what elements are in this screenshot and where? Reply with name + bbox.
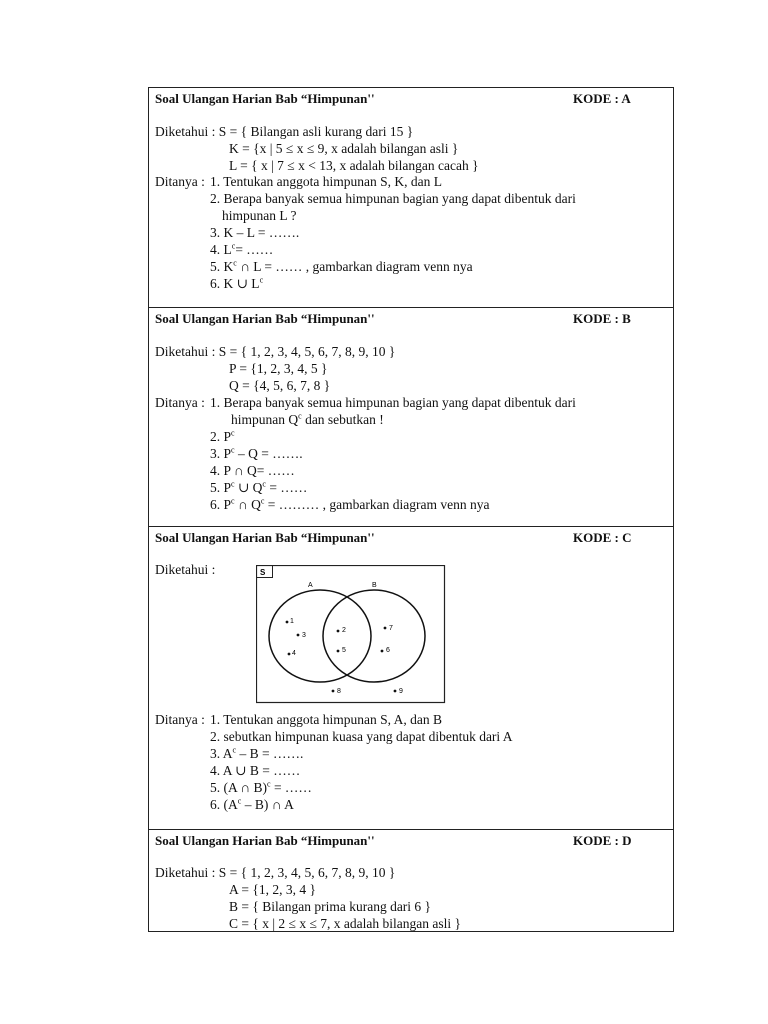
box-title: Soal Ulangan Harian Bab “Himpunan'' bbox=[155, 91, 375, 106]
element-1 bbox=[286, 618, 294, 625]
box-code: KODE : B bbox=[573, 311, 631, 326]
box-title: Soal Ulangan Harian Bab “Himpunan'' bbox=[155, 833, 375, 848]
svg-text:3: 3 bbox=[302, 632, 306, 639]
given-line: C = { x | 2 ≤ x ≤ 7, x adalah bilangan asli } bbox=[229, 916, 461, 931]
element-4 bbox=[288, 650, 296, 657]
asked-label: Ditanya : bbox=[155, 395, 205, 410]
element-5 bbox=[337, 647, 346, 654]
worksheet bbox=[148, 87, 674, 932]
question-item: 1. Tentukan anggota himpunan S, A, dan B bbox=[210, 712, 443, 727]
set-a-label: A bbox=[308, 582, 313, 589]
venn-diagram bbox=[256, 565, 446, 705]
set-b-label: B bbox=[372, 582, 377, 589]
svg-text:7: 7 bbox=[389, 625, 393, 632]
question-item: 5. $P^c$ ∪ $Q^c$ = …… bbox=[210, 479, 308, 495]
given-line: P = {1, 2, 3, 4, 5 } bbox=[229, 361, 328, 376]
set-a-circle bbox=[269, 590, 371, 682]
given-line: B = { Bilangan prima kurang dari 6 } bbox=[229, 899, 432, 914]
question-box-c bbox=[149, 527, 673, 830]
given-line: Diketahui : S = { Bilangan asli kurang dari 15 } bbox=[155, 124, 414, 139]
element-8 bbox=[332, 688, 341, 695]
set-b-circle bbox=[323, 590, 425, 682]
question-item: 5. $K^c$ ∩ L = …… , gambarkan diagram venn nya bbox=[210, 258, 473, 274]
box-code: KODE : C bbox=[573, 530, 632, 545]
question-item: 5. (A ∩ B)$^c$ = …… bbox=[210, 779, 312, 795]
element-6 bbox=[381, 647, 390, 654]
question-item: 6. K ∪ $L^c$ bbox=[210, 275, 264, 291]
question-item: 2. sebutkan himpunan kuasa yang dapat dibentuk dari A bbox=[210, 729, 513, 744]
question-box-d bbox=[149, 830, 673, 931]
question-item: 4. P ∩ Q= …… bbox=[210, 463, 295, 478]
svg-text:5: 5 bbox=[342, 647, 346, 654]
asked-label: Ditanya : bbox=[155, 174, 205, 189]
svg-text:9: 9 bbox=[399, 688, 403, 695]
question-item: 4. $L^c=$ …… bbox=[210, 241, 274, 257]
svg-text:1: 1 bbox=[290, 618, 294, 625]
given-line: Diketahui : S = { 1, 2, 3, 4, 5, 6, 7, 8, 9, 10 } bbox=[155, 865, 396, 880]
question-item: himpunan $Q^c$ dan sebutkan ! bbox=[231, 411, 384, 427]
question-box-b bbox=[149, 308, 673, 527]
element-3 bbox=[297, 632, 306, 639]
svg-text:6: 6 bbox=[386, 647, 390, 654]
question-item: 2. $P^c$ bbox=[210, 428, 235, 444]
element-9 bbox=[394, 688, 403, 695]
given-line: L = { x | 7 ≤ x < 13, x adalah bilangan cacah } bbox=[229, 158, 479, 173]
svg-text:2: 2 bbox=[342, 627, 346, 634]
box-code: KODE : A bbox=[573, 91, 631, 106]
svg-text:8: 8 bbox=[337, 688, 341, 695]
box-code: KODE : D bbox=[573, 833, 632, 848]
question-item: 3. $P^c$ – Q = ……. bbox=[210, 445, 303, 461]
universe-rect bbox=[257, 566, 445, 703]
question-item: 6. $(A^c - B)$ ∩ A bbox=[210, 796, 294, 812]
given-line: Diketahui : bbox=[155, 562, 216, 577]
question-box-a bbox=[149, 88, 673, 308]
question-item: 6. $P^c$ ∩ $Q^c$ = ……… , gambarkan diagram venn nya bbox=[210, 496, 490, 512]
given-line: Q = {4, 5, 6, 7, 8 } bbox=[229, 378, 331, 393]
question-item: 4. A ∪ B = …… bbox=[210, 763, 301, 778]
question-item: himpunan L ? bbox=[222, 208, 297, 223]
question-item: 3. K – L = ……. bbox=[210, 225, 300, 240]
given-line: K = {x | 5 ≤ x ≤ 9, x adalah bilangan asli } bbox=[229, 141, 459, 156]
question-item: 1. Tentukan anggota himpunan S, K, dan L bbox=[210, 174, 443, 189]
element-7 bbox=[384, 625, 393, 632]
given-line: Diketahui : S = { 1, 2, 3, 4, 5, 6, 7, 8, 9, 10 } bbox=[155, 344, 396, 359]
given-line: A = {1, 2, 3, 4 } bbox=[229, 882, 316, 897]
question-item: 3. $A^c$ – B = ……. bbox=[210, 745, 304, 761]
box-title: Soal Ulangan Harian Bab “Himpunan'' bbox=[155, 530, 375, 545]
universe-label: S bbox=[260, 568, 266, 577]
box-title: Soal Ulangan Harian Bab “Himpunan'' bbox=[155, 311, 375, 326]
question-item: 1. Berapa banyak semua himpunan bagian yang dapat dibentuk dari bbox=[210, 395, 576, 410]
svg-text:4: 4 bbox=[292, 650, 296, 657]
element-2 bbox=[337, 627, 346, 634]
question-item: 2. Berapa banyak semua himpunan bagian yang dapat dibentuk dari bbox=[210, 191, 576, 206]
asked-label: Ditanya : bbox=[155, 712, 205, 727]
